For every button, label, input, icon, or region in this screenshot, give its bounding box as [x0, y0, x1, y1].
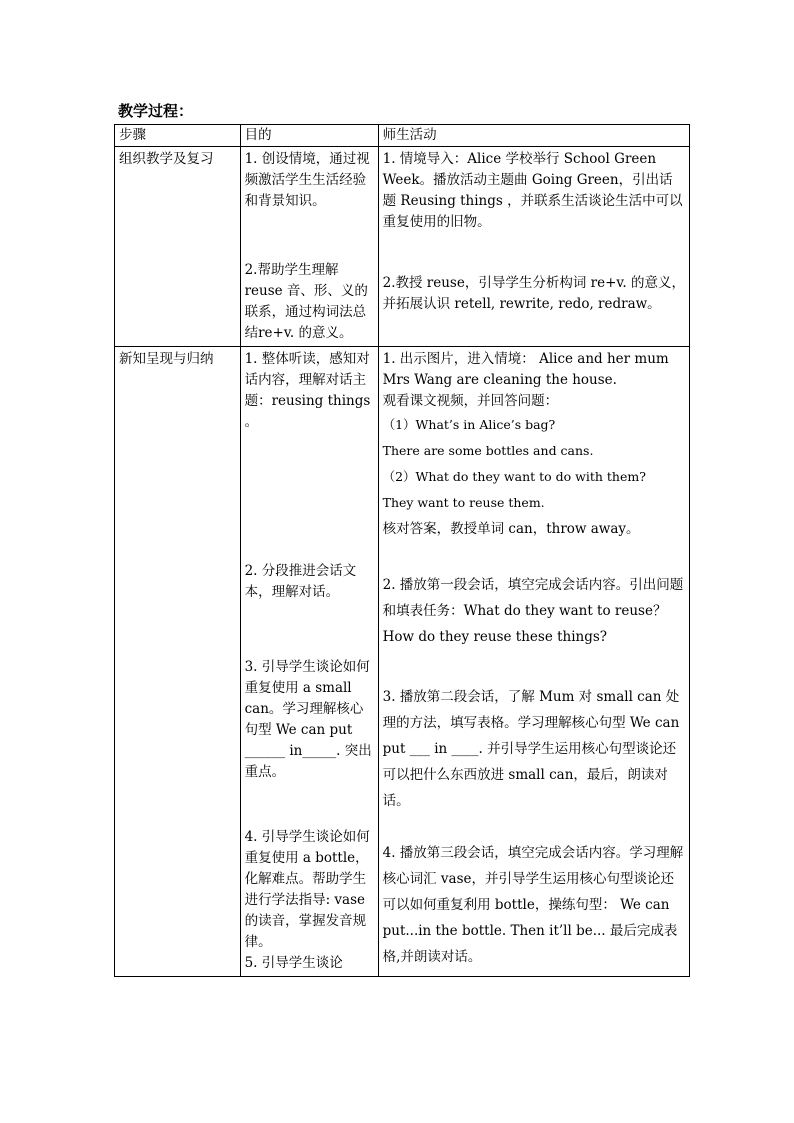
purpose-text: 3. 引导学生谈论如何重复使用 a small can。学习理解核心句型 We can put ______ in_____. 突出重点。: [244, 659, 372, 780]
purpose-cell: [240, 147, 378, 347]
column-header-purpose: 目的: [240, 125, 378, 147]
spacer: [245, 433, 374, 561]
section-heading: 教学过程：: [118, 102, 194, 120]
spacer: [245, 212, 374, 260]
activity-cell: [378, 147, 689, 347]
answer-text: There are some bottles and cans.: [382, 443, 594, 458]
spacer: [383, 814, 685, 840]
purpose-cell: [240, 347, 378, 977]
column-header-step: 步骤: [115, 125, 241, 147]
activity-text: 观看课文视频，并回答问题：: [382, 393, 559, 409]
purpose-text: 4. 引导学生谈论如何重复使用 a bottle，化解难点。帮助学生进行学法指导: vase 的读音，掌握发音规律。: [244, 829, 370, 950]
question-text: （1）What’s in Alice’s bag?: [382, 417, 556, 432]
purpose-text: 1. 整体听读，感知对话内容，理解对话主题：reusing things 。: [244, 351, 371, 430]
lesson-process-table: [114, 124, 690, 977]
spacer: [383, 233, 685, 273]
table-row: [115, 347, 690, 977]
spacer: [383, 542, 685, 572]
purpose-text: 1. 创设情境，通过视频激活学生生活经验和背景知识。: [244, 151, 370, 209]
answer-text: They want to reuse them.: [382, 495, 545, 510]
activity-text: 1. 出示图片，进入情境： Alice and her mum Mrs Wang are cleaning the house.: [382, 351, 669, 388]
activity-cell: [378, 347, 689, 977]
purpose-text: 2.帮助学生理解reuse 音、形、义的联系，通过构词法总结re+v. 的意义。: [244, 262, 368, 341]
activity-text: 核对答案，教授单词 can，throw away。: [382, 521, 640, 537]
activity-text: 1. 情境导入：Alice 学校举行 School Green Week。播放活动主题曲 Going Green，引出话题 Reusing things ，并联系生活谈论生活中可以重复使用的旧物。: [382, 151, 683, 230]
step-cell: 组织教学及复习: [115, 147, 241, 347]
purpose-text: 5. 引导学生谈论: [244, 955, 343, 971]
spacer: [245, 603, 374, 657]
table-header-row: [115, 125, 690, 147]
purpose-text: 2. 分段推进会话文本，理解对话。: [244, 563, 357, 600]
activity-text: 2. 播放第一段会话，填空完成会话内容。引出问题和填表任务：What do they want to reuse？How do they reuse these things?: [382, 577, 684, 645]
spacer: [245, 783, 374, 827]
column-header-activity: 师生活动: [378, 125, 689, 147]
step-cell: 新知呈现与归纳: [115, 347, 241, 977]
table-row: [115, 147, 690, 347]
activity-text: 2.教授 reuse，引导学生分析构词 re+v. 的意义，并拓展认识 retell, rewrite, redo, redraw。: [382, 275, 685, 312]
question-text: （2）What do they want to do with them?: [382, 469, 646, 484]
activity-text: 3. 播放第二段会话，了解 Mum 对 small can 处理的方法，填写表格。学习理解核心句型 We can put ___ in ____. 并引导学生运用核心句型谈论还可以把什么东西放进 small can，最后，朗读对话。: [382, 689, 680, 809]
spacer: [383, 650, 685, 684]
activity-text: 4. 播放第三段会话，填空完成会话内容。学习理解核心词汇 vase，并引导学生运用核心句型谈论还可以如何重复利用 bottle，操练句型： We can put...in the bottle. Then it’ll be... 最后完成表格,并朗读对话。: [382, 845, 684, 965]
